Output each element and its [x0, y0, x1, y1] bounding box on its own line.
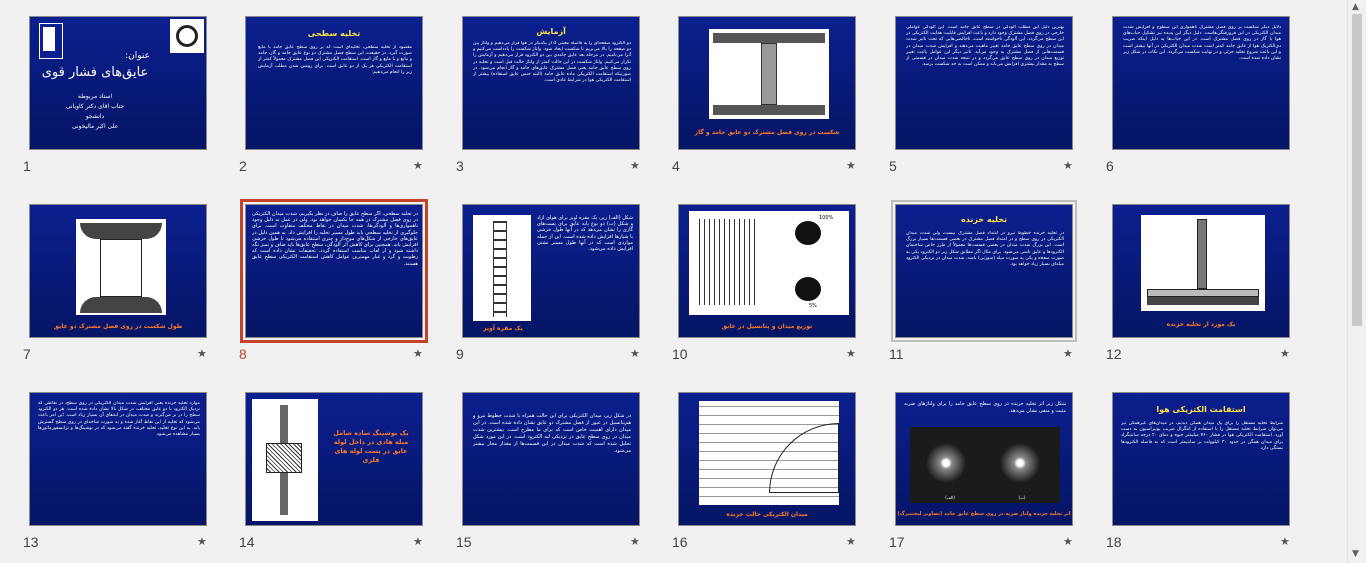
slide-18-title: استقامت الکتریکی هوا [1156, 405, 1246, 414]
slide-number: 7 [23, 346, 31, 362]
slide-number: 9 [456, 346, 464, 362]
transition-star-icon: ★ [846, 347, 856, 360]
slide-number: 12 [1106, 346, 1122, 362]
slide-number: 18 [1106, 534, 1122, 550]
slide-17-text: شکل زیر اثر تخلیه خزنده در روی سطح عایق جامد را برای ولتاژهای ضربه مثبت و منفی نشان می‌دهد. [904, 401, 1066, 414]
slide-number: 2 [239, 158, 247, 174]
slide-8-text: در تخلیه سطحی، اگر سطح عایق را صاف در نظر بگیریم، شدت میدان الکتریکی در روی فصل مشترک در همه جا یکسان خواهد بود. ولی در عمل به دلیل وجود ناهمواری‌ها و آلودگی‌ها، شدت میدان در نقاط مختلف متفاوت است. برای جلوگیری از تخلیه سطحی باید طول مسیر تخلیه را افزایش داد. به همین دلیل در عایق‌های خارجی از شکل‌های موج‌دار و چتری استفاده می‌شود تا طول خزشی افزایش یابد. همچنین برای کاهش اثر آلودگی، سطح عایق‌ها باید صاف و تمیز نگه داشته شود و از لعاب مناسب استفاده گردد. تحقیقات نشان داده است که رطوبت و گرد و غبار مهمترین عوامل کاهش استقامت الکتریکی سطح عایق هستند. [252, 211, 418, 267]
slide-7-caption: طول شکست در روی فصل مشترک دو عایق [53, 323, 183, 330]
slide-number: 10 [672, 346, 688, 362]
slide-10-label-top: 100% [819, 215, 834, 221]
slide-1-line-1: استاد مربوطه [77, 93, 113, 100]
slide-5-text: بهترین دلیل این مطلب آلودگی در سطح عایق جامد است. این آلودگی عواملی خارجی در روی فصل مشترک وجود دارد و باعث افزایش قابلیت هدایت الکتریکی در این سطح می‌گردد. این آلودگی ناخواسته است، ناخالصی‌هایی که تحت تاثیر شدت میدان در روی سطح عایق جامد تغییر ماهیت می‌دهند و افزایش شدت میدان در قسمت‌هایی از فصل مشترک به وجود می‌آید. تاثیر دیگر این عوامل باعث تغییر توزیع میدان در روی سطح عایق می‌گردد و در نتیجه شدت میدان در قسمتی از سطح به مقدار بیشتری افزایش می‌یابد و ممکن است به حد شکست برسد. [906, 25, 1064, 68]
slide-13-text: موارد تخلیه خزنده یعنی افزایش شدت میدان الکتریکی در روی سطح، در نقاطی که نزدیک الکترود با دو عایق مختلف، در شکل بالا نشان داده شده است. هر دو الکترود سطح را در بر می‌گیرند و شدت میدان در لبه‌های آن بسیار زیاد است. این امر باعث می‌شود که تخلیه از این نقاط آغاز شده و به صورت شاخه‌ای در روی سطح گسترش یابد. به این نوع تخلیه، تخلیه خزنده گفته می‌شود که در بوشینگ‌ها و ترانسفورماتورها بسیار مشاهده می‌شود. [38, 401, 200, 438]
slide-12-caption: یک مورد از تخلیه خزنده [1166, 321, 1236, 328]
transition-star-icon: ★ [846, 159, 856, 172]
slide-9-text: شکل (الف) زیر، یک مقره آویز برای هوای آزاد و شکل (ب) دو نوع پایه عایق برای پست‌های گازی را نشان می‌دهد که در آنها طول خزشی با شیارها افزایش داده شده است. این از جمله مواردی است که در آنها طول مسیر نشتی افزایش داده می‌شود. [537, 215, 633, 253]
slide-number: 11 [889, 346, 904, 362]
slide-17-label-b: (ب) [1018, 495, 1026, 500]
transition-star-icon: ★ [1063, 347, 1073, 360]
slide-17-caption: اثر تخلیه خزنده ولتاژ ضربه در روی سطح عایق جامد (تصاویر لیختنبرگ) [897, 511, 1071, 517]
slide-10-label-bottom: 5% [809, 303, 817, 309]
slide-number: 4 [672, 158, 680, 174]
slide-3-text: دو الکترود صفحه‌ای را به فاصله معینی d از یکدیگر در هوا قرار می‌دهیم و ولتاژ بین دو صفحه را بالا می‌بریم تا شکست ایجاد شود. ولتاژ شکست را یادداشت می‌کنیم و آنرا می‌نامیم. در مرحله بعد عایق جامدی بین دو الکترود قرار می‌دهیم و آزمایش را تکرار می‌کنیم. ولتاژ شکست در این حالت کمتر از ولتاژ حالت قبل است و تخلیه در روی سطح عایق جامد یعنی فصل مشترک عایق‌های جامد و گاز انجام می‌شود. در صورتیکه استقامت الکتریکی ماده عایق جامد (البته جنس عایق استفاده) بیشتر از استقامت الکتریکی هوا در شرایط عادی است. [473, 41, 631, 84]
slide-9-caption: یک مقره آویز [483, 325, 523, 332]
scroll-down-arrow-icon[interactable]: ▼ [1352, 549, 1359, 559]
slide-4-caption: شکست در روی فصل مشترک دو عایق جامد و گاز [694, 129, 840, 136]
transition-star-icon: ★ [197, 535, 207, 548]
transition-star-icon: ★ [630, 159, 640, 172]
slide-1-title: عنوان: [125, 51, 150, 61]
slide-11-text: در تخلیه خزنده خطوط نیرو در امتداد فصل مشترک نیست، ولی شدت میدان الکتریکی در روی سطح و در امتداد فصل مشترک در بعضی قسمت‌ها بسیار بزرگ است. این بزرگ شدت میدان در بعضی قسمت‌ها معمولاً از طرز خاص ساختمان الکترودها و عایق ناشی می‌شود. برای مثال اگر مطابق شکل زیر دو الکترود یکی به صورت صفحه و یکی به صورت میله (سوزنی) باشد، شدت میدان در نزدیکی الکترود میله‌ای بسیار زیاد خواهد بود. [906, 231, 1064, 268]
slide-number: 15 [456, 534, 472, 550]
slide-1-line-4: علی اکبر مالیخونی [71, 123, 119, 130]
slide-number: 6 [1106, 158, 1114, 174]
vertical-scrollbar[interactable] [1347, 0, 1366, 563]
transition-star-icon: ★ [1063, 535, 1073, 548]
slide-3-title: آزمایش [536, 27, 566, 36]
slide-number: 8 [239, 346, 247, 362]
slide-11-title: تخلیه خزنده [960, 215, 1008, 224]
slide-number: 14 [239, 534, 255, 550]
slide-18-text: شرایط تخلیه مستقل را برای یک میدان همگن دیدیم، در میدان‌های غیرهمگن نیز می‌توان شرایط تخلیه مستقل را با استفاده از انتگرال ضریب یونیزاسیون به دست آورد. استقامت الکتریکی هوا در فشار ۷۶۰ میلیمتر جیوه و دمای ۲۰ درجه سانتیگراد برای میدان همگن در حدود ۳۰ کیلوولت بر سانتیمتر است که به فاصله الکترودها بستگی دارد. [1121, 421, 1283, 451]
transition-star-icon: ★ [630, 535, 640, 548]
transition-star-icon: ★ [413, 347, 423, 360]
slide-15-text: در شکل زیر، میدان الکتریکی برای این حالت همراه با شدت خطوط نیرو و هم‌پتانسیل در عبور از فصل مشترک دو عایق نشان داده شده است. در این میدان دارای اهمیت خاص است که برای ما مطرح است. بیشترین شدت میدان در روی سطح عایق در نزدیکی لبه الکترود است. در این مورد شکل تحلیل شده است که شدت میدان در این قسمت‌ها از مقدار مجاز بیشتر می‌شود. [473, 413, 631, 454]
slide-number: 3 [456, 158, 464, 174]
slide-6-text: دلایل دیگر شکست بر روی فصل مشترک ناهمواری این سطوح و افزایش شدت میدان الکتریکی در این فرورفتگی‌هاست. دلیل دیگر این پدیده نیز تشکیل حباب‌های هوا یا گاز در روی فصل مشترک است. در این حباب‌ها به دلیل اینکه ضریب دی‌الکتریک هوا از عایق جامد کمتر است شدت میدان الکتریکی در آنها بیشتر است و این باعث شروع تخلیه جزئی و در نهایت شکست می‌گردد. این نکات در شکل زیر نشان داده شده است. [1123, 25, 1281, 62]
transition-star-icon: ★ [413, 159, 423, 172]
slide-number: 1 [23, 158, 31, 174]
slide-number: 17 [889, 534, 905, 550]
transition-star-icon: ★ [1280, 347, 1290, 360]
transition-star-icon: ★ [846, 535, 856, 548]
slide-14-caption: یک بوشینگ ساده شامل میله هادی در داخل لوله عایق در پست لوله های فلزی [333, 429, 409, 464]
transition-star-icon: ★ [197, 347, 207, 360]
slide-17-label-a: (الف) [945, 495, 955, 500]
scrollbar-thumb[interactable] [1352, 14, 1362, 326]
slide-16-caption: میدان الکتریکی حالت خزنده [726, 511, 808, 518]
slide-1-line-2: جناب آقای دکتر کاویانی [65, 103, 125, 110]
scroll-up-arrow-icon[interactable]: ▲ [1352, 2, 1359, 12]
transition-star-icon: ★ [1063, 159, 1073, 172]
transition-star-icon: ★ [413, 535, 423, 548]
slide-2-text: مقصود از تخلیه سطحی، تخلیه‌ای است که بر روی سطح عایق جامد با مایع صورت گیرد. در حقیقت، این سطح فصل مشترک دو نوع عایق جامد و گاز، جامد و مایع و یا مایع و گاز است. استقامت الکتریکی این فصل مشترک معمولاً کمتر از استقامت الکتریکی هر یک از دو عایق است. برای روشن شدن مطلب آزمایش زیر را انجام می‌دهیم: [258, 45, 412, 75]
slide-1-line-3: دانشجو [85, 113, 105, 120]
slide-number: 13 [23, 534, 39, 550]
slide-number: 16 [672, 534, 688, 550]
slide-2-title: تخلیه سطحی [307, 29, 361, 38]
slide-number: 5 [889, 158, 897, 174]
slide-10-caption: توزیع میدان و پتانسیل در عایق [721, 323, 813, 330]
transition-star-icon: ★ [1280, 535, 1290, 548]
slide-1-subtitle: عایق‌های فشار قوی [41, 65, 149, 80]
transition-star-icon: ★ [630, 347, 640, 360]
